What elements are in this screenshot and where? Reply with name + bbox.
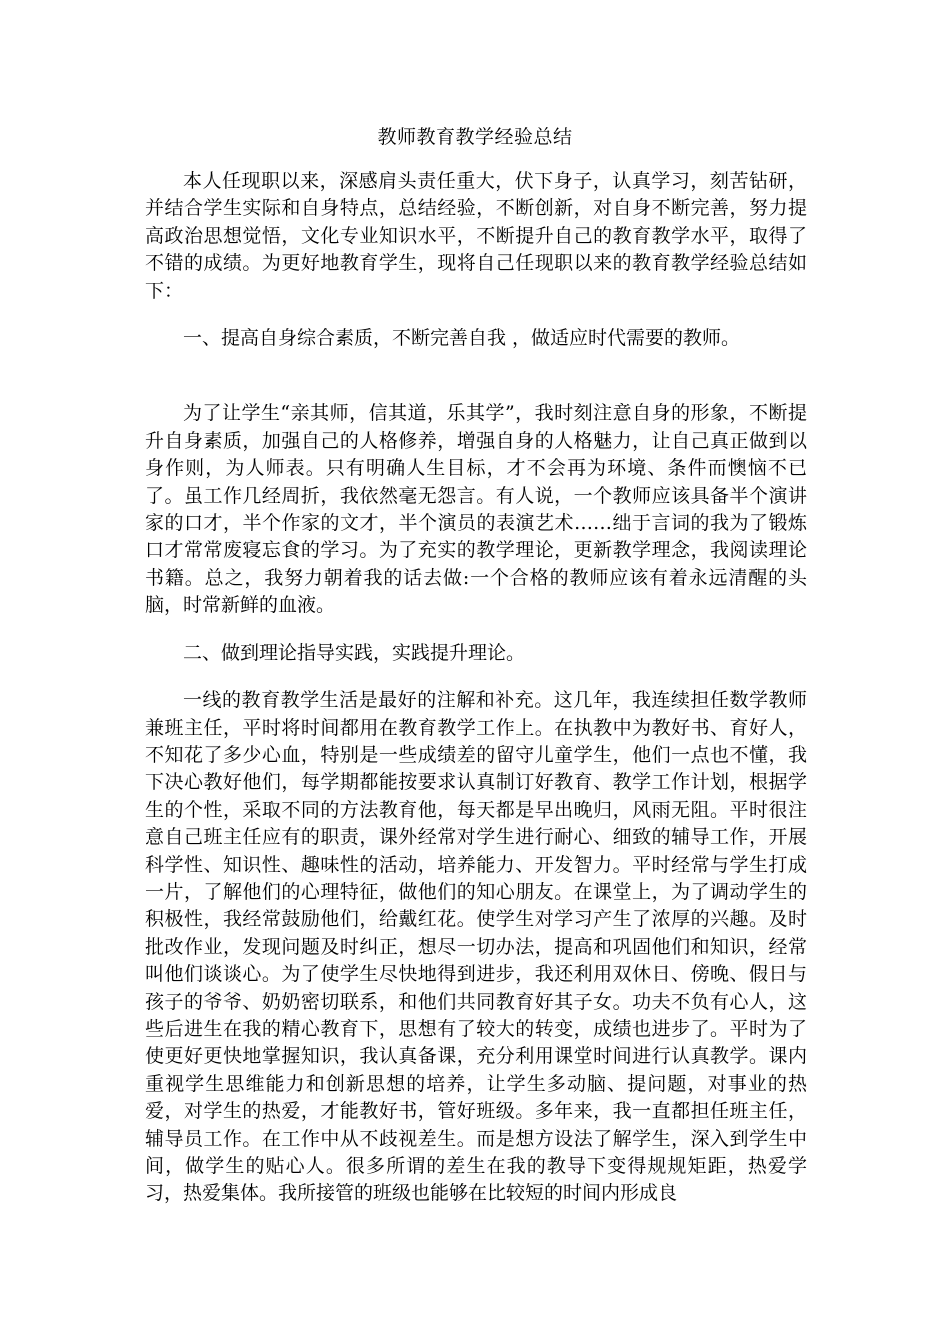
document-title: 教师教育教学经验总结 [377,126,573,148]
document-body [145,168,807,1208]
paragraph-intro: 本人任现职以来，深感肩头责任重大，伏下身子，认真学习，刻苦钻研，并结合学生实际和自身特点，总结经验，不断创新，对自身不断完善，努力提高政治思想觉悟，文化专业知识水平，不断提升自己的教育教学水平，取得了不错的成绩。为更好地教育学生，现将自己任现职以来的教育教学经验总结如下： [145,170,807,302]
paragraph-section-2: 一线的教育教学生活是最好的注解和补充。这几年，我连续担任数学教师兼班主任，平时将时间都用在教育教学工作上。在执教中为教好书、育好人，不知花了多少心血，特别是一些成绩差的留守儿童学生，他们一点也不懂，我下决心教好他们，每学期都能按要求认真制订好教育、教学工作计划，根据学生的个性，采取不同的方法教育他，每天都是早出晚归，风雨无阻。平时很注意自己班主任应有的职责，课外经常对学生进行耐心、细致的辅导工作，开展科学性、知识性、趣味性的活动，培养能力、开发智力。平时经常与学生打成一片，了解他们的心理特征，做他们的知心朋友。在课堂上，为了调动学生的积极性，我经常鼓励他们，给戴红花。使学生对学习产生了浓厚的兴趣。及时批改作业，发现问题及时纠正，想尽一切办法，提高和巩固他们和知识，经常叫他们谈谈心。为了使学生尽快地得到进步，我还利用双休日、傍晚、假日与孩子的爷爷、奶奶密切联系，和他们共同教育好其子女。功夫不负有心人，这些后进生在我的精心教育下，思想有了较大的转变，成绩也进步了。平时为了使更好更快地掌握知识，我认真备课，充分利用课堂时间进行认真教学。课内重视学生思维能力和创新思想的培养，让学生多动脑、提问题，对事业的热爱，对学生的热爱，才能教好书，管好班级。多年来，我一直都担任班主任，辅导员工作。在工作中从不歧视差生。而是想方设法了解学生，深入到学生中间，做学生的贴心人。很多所谓的差生在我的教导下变得规规矩距，热爱学习，热爱集体。我所接管的班级也能够在比较短的时间内形成良 [145,689,807,1205]
section-heading-1: 一、提高自身综合素质，不断完善自我 ，做适应时代需要的教师。 [183,327,741,350]
paragraph-section-1: 为了让学生“亲其师，信其道，乐其学”，我时刻注意自身的形象，不断提升自身素质，加强自己的人格修养，增强自身的人格魅力，让自己真正做到以身作则，为人师表。只有明确人生目标，才不会再为环境、条件而懊恼不已了。虽工作几经周折，我依然毫无怨言。有人说，一个教师应该具备半个演讲家的口才，半个作家的文才，半个演员的表演艺术……绌于言词的我为了锻炼口才常常废寝忘食的学习。为了充实的教学理论，更新教学理念，我阅读理论书籍。总之，我努力朝着我的话去做:一个合格的教师应该有着永远清醒的头脑，时常新鲜的血液。 [145,402,807,617]
section-heading-2: 二、做到理论指导实践，实践提升理论。 [183,641,526,664]
